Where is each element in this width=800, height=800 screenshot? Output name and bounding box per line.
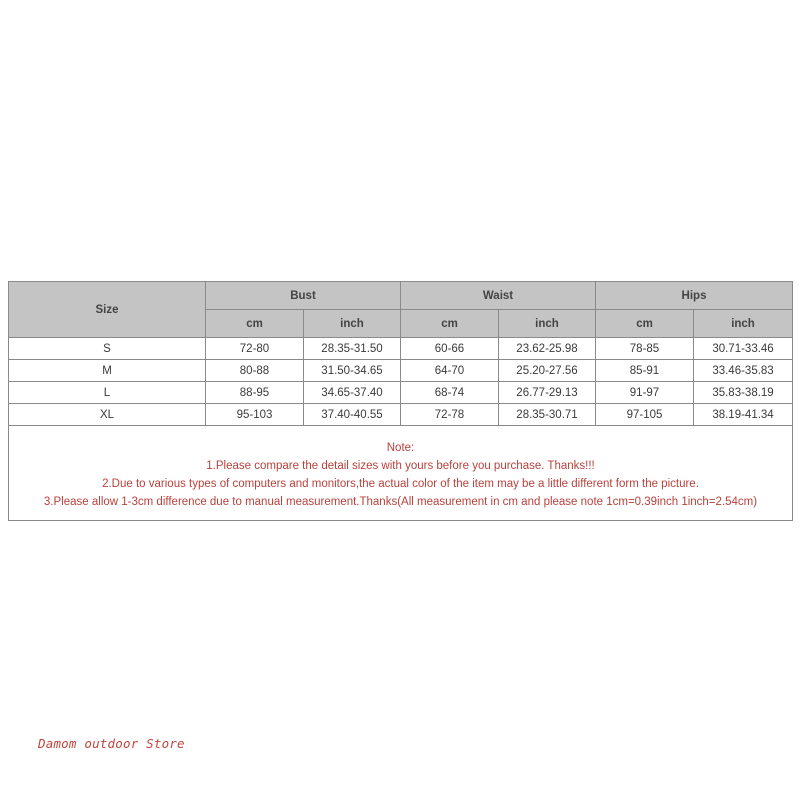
bust-inch-cell: 37.40-40.55 [304,404,401,426]
size-chart-table [8,281,793,521]
note-line-2: 2.Due to various types of computers and monitors,the actual color of the item may be a little different form the picture. [102,478,699,490]
hips-cm-cell: 78-85 [596,338,694,360]
waist-cm-cell: 68-74 [401,382,499,404]
waist-cm-header: cm [401,310,499,338]
waist-group-header: Waist [401,282,596,310]
note-cell [9,426,793,521]
waist-inch-cell: 26.77-29.13 [499,382,596,404]
hips-inch-cell: 30.71-33.46 [694,338,793,360]
size-cell: S [9,338,206,360]
bust-inch-cell: 28.35-31.50 [304,338,401,360]
bust-cm-cell: 95-103 [206,404,304,426]
hips-inch-cell: 38.19-41.34 [694,404,793,426]
hips-inch-cell: 35.83-38.19 [694,382,793,404]
waist-cm-cell: 64-70 [401,360,499,382]
hips-cm-header: cm [596,310,694,338]
note-line-1: 1.Please compare the detail sizes with yours before you purchase. Thanks!!! [206,460,595,472]
bust-inch-header: inch [304,310,401,338]
hips-inch-header: inch [694,310,793,338]
waist-cm-cell: 72-78 [401,404,499,426]
bust-group-header: Bust [206,282,401,310]
store-name: Damom outdoor Store [38,736,185,751]
hips-group-header: Hips [596,282,793,310]
note-row [9,426,793,521]
note-line-3: 3.Please allow 1-3cm difference due to manual measurement.Thanks(All measurement in cm and please note 1cm=0.39inch 1inch=2.54cm) [43,496,758,508]
bust-inch-cell: 34.65-37.40 [304,382,401,404]
table-row [9,382,793,404]
table-row [9,338,793,360]
hips-cm-cell: 85-91 [596,360,694,382]
size-cell: XL [9,404,206,426]
size-cell: L [9,382,206,404]
bust-cm-cell: 88-95 [206,382,304,404]
bust-cm-cell: 80-88 [206,360,304,382]
hips-cm-cell: 91-97 [596,382,694,404]
waist-inch-header: inch [499,310,596,338]
bust-cm-header: cm [206,310,304,338]
table-row [9,404,793,426]
table-row [9,360,793,382]
size-column-header: Size [9,282,206,338]
waist-inch-cell: 23.62-25.98 [499,338,596,360]
bust-cm-cell: 72-80 [206,338,304,360]
waist-inch-cell: 28.35-30.71 [499,404,596,426]
hips-inch-cell: 33.46-35.83 [694,360,793,382]
note-title: Note: [386,442,415,454]
size-cell: M [9,360,206,382]
waist-inch-cell: 25.20-27.56 [499,360,596,382]
header-group-row [9,282,793,310]
bust-inch-cell: 31.50-34.65 [304,360,401,382]
hips-cm-cell: 97-105 [596,404,694,426]
waist-cm-cell: 60-66 [401,338,499,360]
